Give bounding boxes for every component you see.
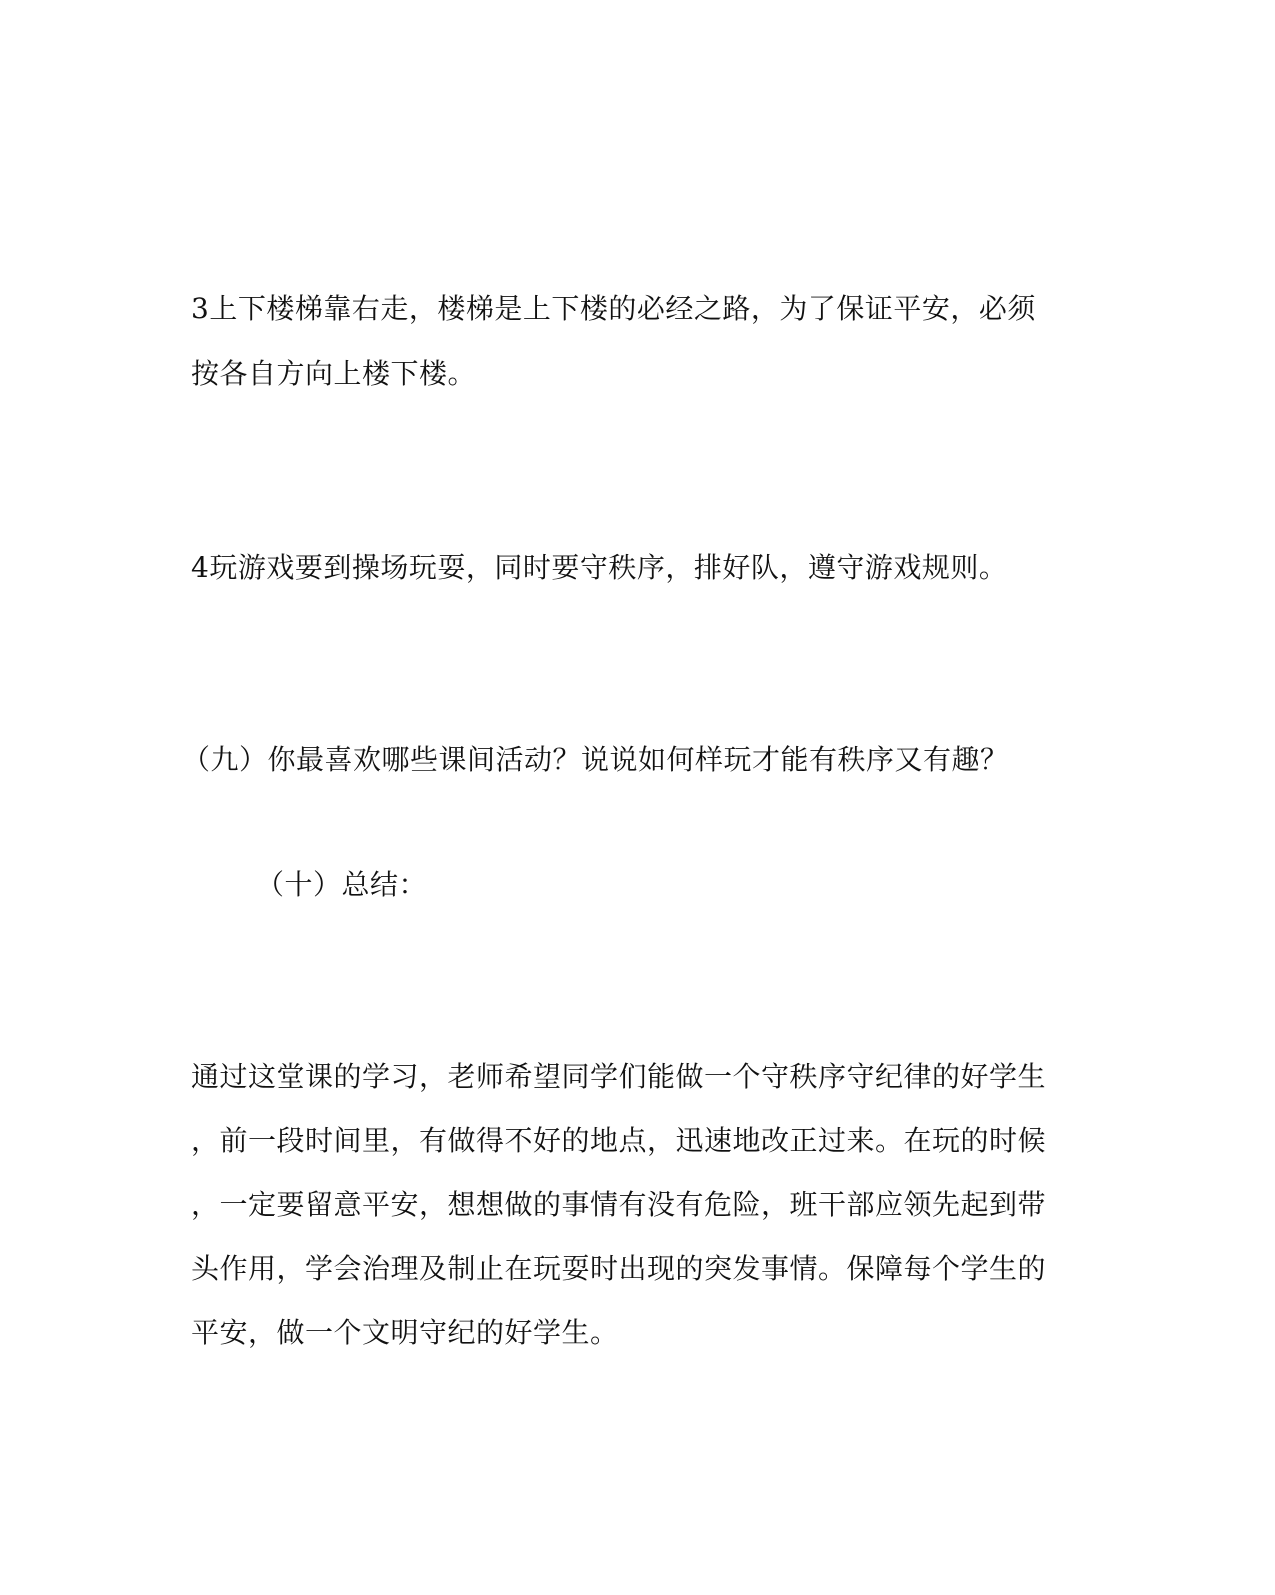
summary-line-2: ，前一段时间里，有做得不好的地点，迅速地改正过来。在玩的时候: [191, 1124, 1047, 1157]
paragraph-3-line-1: 3上下楼梯靠右走，楼梯是上下楼的必经之路，为了保证平安，必须: [191, 292, 1036, 325]
question-9: （九）你最喜欢哪些课间活动？说说如何样玩才能有秩序又有趣？: [182, 743, 1009, 776]
section-10-heading: （十）总结：: [256, 868, 428, 901]
paragraph-4-line-1: 4玩游戏要到操场玩耍，同时要守秩序，排好队，遵守游戏规则。: [191, 551, 1008, 584]
paragraph-3-line-2: 按各自方向上楼下楼。: [191, 357, 477, 390]
summary-line-1: 通过这堂课的学习，老师希望同学们能做一个守秩序守纪律的好学生: [191, 1060, 1047, 1093]
summary-line-4: 头作用，学会治理及制止在玩耍时出现的突发事情。保障每个学生的: [191, 1252, 1047, 1285]
summary-line-5: 平安，做一个文明守纪的好学生。: [191, 1316, 619, 1349]
summary-line-3: ，一定要留意平安，想想做的事情有没有危险，班干部应领先起到带: [191, 1188, 1047, 1221]
